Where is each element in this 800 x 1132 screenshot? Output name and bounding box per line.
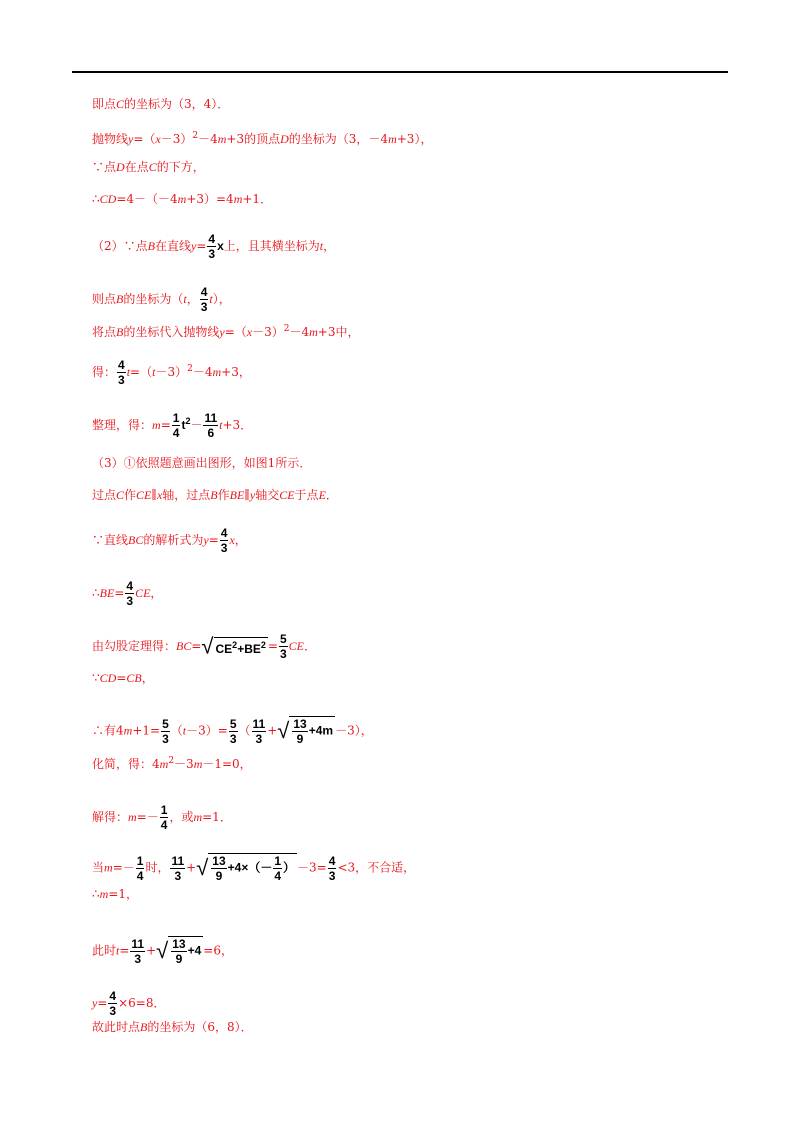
- fraction: $\frac{5}{3}$: [229, 716, 237, 746]
- fraction: $\frac{4}{3}$: [126, 579, 134, 608]
- solution-line-7: 将点B的坐标代入抛物线$y=(x-3)^2-4m+3$中，: [92, 324, 360, 339]
- square-root: √ $\frac{13}{9}$ +4m: [277, 717, 334, 746]
- solution-line-14: 由勾股定理得：BC=√ $CE^2+BE^2$ = $\frac{5}{3}$ CE．: [92, 632, 316, 661]
- solution-line-17: 化简，得：$4m^2-3m-1=0$，: [92, 756, 252, 771]
- solution-line-18: 解得：m=－ $\frac{1}{4}$ ，或m=1．: [92, 803, 232, 832]
- solution-line-13: ∴BE= $\frac{4}{3}$ CE，: [92, 579, 163, 608]
- fraction: $\frac{11}{3}$: [171, 853, 185, 883]
- solution-line-4: ∴CD=4－（－4m+3）=4m+1．: [92, 192, 273, 206]
- solution-line-21: 此时t= $\frac{11}{3}$ +√ $\frac{13}{9}$ +4 =6，: [92, 936, 233, 966]
- fraction: $\frac{1}{4}$: [136, 853, 144, 883]
- fraction: $\frac{1}{4}$: [160, 803, 168, 832]
- solution-line-22: y= $\frac{4}{3}$ ×6=8．: [92, 989, 166, 1018]
- solution-line-20: ∴m=1，: [92, 887, 139, 901]
- fraction: $\frac{4}{3}$: [200, 285, 208, 314]
- fraction: $\frac{5}{3}$: [162, 716, 169, 746]
- solution-line-2: 抛物线$y=(x-3)^2-4m+3$的顶点D的坐标为（3，－4m+3），: [92, 131, 433, 146]
- solution-line-8: 得： $\frac{4}{3}$ $t=(t-3)^2-4m+3$，: [92, 358, 251, 387]
- solution-line-10: （3）①依照题意画出图形，如图1所示．: [92, 456, 312, 470]
- solution-line-23: 故此时点B的坐标为（6，8）．: [92, 1020, 253, 1034]
- fraction: $\frac{4}{3}$: [328, 853, 336, 883]
- fraction: $\frac{4}{3}$: [118, 358, 125, 387]
- square-root: √ $CE^2+BE^2$: [201, 633, 266, 659]
- solution-line-12: ∵直线BC的解析式为y= $\frac{4}{3}$ x，: [92, 526, 247, 555]
- solution-line-5: （2）∵点B在直线y= $\frac{4}{3}$ x上，且其横坐标为t，: [92, 232, 336, 261]
- square-root: √ $\frac{13}{9}$ +4×（－ $\frac{1}{4}$ ）: [196, 854, 296, 883]
- solution-line-11: 过点C作CE∥x轴，过点B作BE∥y轴交CE于点E．: [92, 488, 338, 502]
- fraction: $\frac{11}{3}$: [252, 716, 266, 746]
- fraction: $\frac{4}{3}$: [208, 232, 216, 261]
- solution-line-1: 即点C的坐标为（3，4）．: [92, 97, 230, 111]
- square-root: √ $\frac{13}{9}$ +4: [156, 937, 202, 966]
- solution-line-9: 整理，得：m= $\frac{1}{4}$ $t^2-$ $\frac{11}{6}$ t+3．: [92, 411, 253, 440]
- solution-line-16: ∴有4m+1= $\frac{5}{3}$ （t－3）= $\frac{5}{3}$ （ $\frac{11}{3}$ +√ $\frac{13}{9}$ +4m －3），: [92, 716, 373, 746]
- solution-line-15: ∵CD=CB，: [92, 671, 154, 685]
- solution-line-3: ∵点D在点C的下方，: [92, 160, 205, 174]
- fraction: $\frac{4}{3}$: [220, 526, 228, 555]
- fraction: $\frac{5}{3}$: [279, 632, 287, 661]
- fraction: $\frac{11}{6}$: [204, 411, 218, 440]
- header-rule: [72, 71, 728, 73]
- fraction: $\frac{11}{3}$: [131, 936, 145, 966]
- fraction: $\frac{4}{3}$: [109, 989, 117, 1018]
- solution-line-19: 当m=－ $\frac{1}{4}$ 时， $\frac{11}{3}$ +√ $\frac{13}{9}$ +4×（－ $\frac{1}{4}$ ） －3= $\frac{4}{3}$ <3，不合适，: [92, 853, 416, 883]
- solution-line-6: 则点B的坐标为（t， $\frac{4}{3}$ t），: [92, 285, 231, 314]
- fraction: $\frac{1}{4}$: [172, 411, 180, 440]
